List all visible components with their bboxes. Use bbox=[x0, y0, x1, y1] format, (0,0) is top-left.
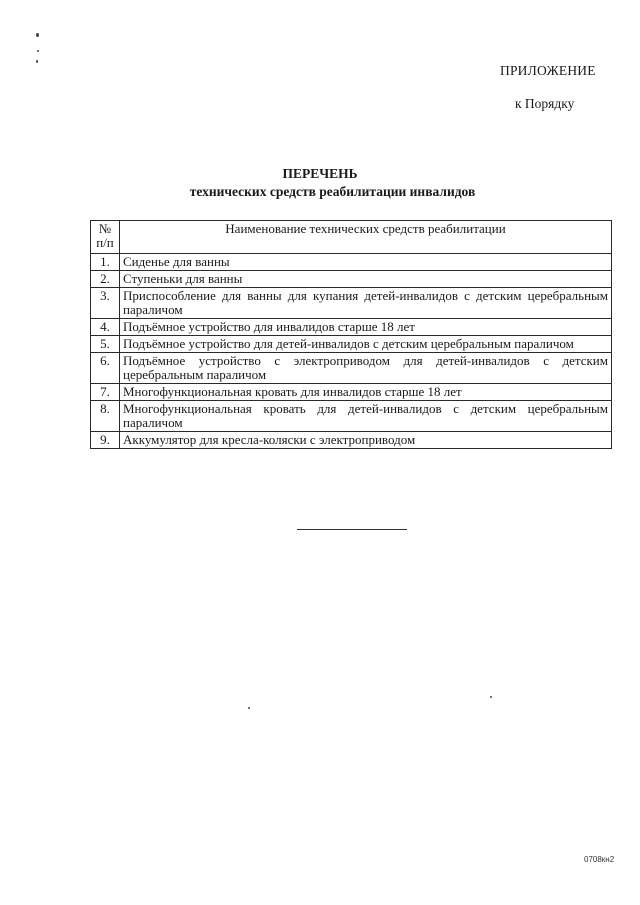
document-code: 0708кн2 bbox=[584, 855, 615, 864]
table-row bbox=[91, 336, 612, 353]
row-name: Подъёмное устройство для детей-инвалидов с детским церебральным параличом bbox=[120, 336, 612, 353]
row-number: 2. bbox=[91, 271, 120, 288]
rehabilitation-means-table bbox=[90, 220, 612, 449]
scan-speck bbox=[36, 33, 39, 37]
row-name: Приспособление для ванны для купания детей-инвалидов с детским церебральным параличом bbox=[120, 288, 612, 319]
scan-speck bbox=[37, 50, 39, 52]
table-row bbox=[91, 401, 612, 432]
document-title: ПЕРЕЧЕНЬ bbox=[282, 166, 358, 181]
table-header-row bbox=[91, 221, 612, 254]
table-row bbox=[91, 254, 612, 271]
scan-speck bbox=[490, 696, 492, 698]
row-name: Многофункциональная кровать для детей-инвалидов с детским церебральным параличом bbox=[120, 401, 612, 432]
row-name: Подъёмное устройство с электроприводом для детей-инвалидов с детским церебральным параличом bbox=[120, 353, 612, 384]
row-name: Подъёмное устройство для инвалидов старше 18 лет bbox=[120, 319, 612, 336]
appendix-title: ПРИЛОЖЕНИЕ bbox=[500, 63, 596, 78]
table-row bbox=[91, 353, 612, 384]
row-number: 1. bbox=[91, 254, 120, 271]
scan-speck bbox=[36, 60, 38, 63]
row-name: Аккумулятор для кресла-коляски с электроприводом bbox=[120, 432, 612, 449]
row-number: 3. bbox=[91, 288, 120, 319]
table-row bbox=[91, 288, 612, 319]
row-name: Ступеньки для ванны bbox=[120, 271, 612, 288]
document-subtitle: технических средств реабилитации инвалидов bbox=[189, 184, 476, 199]
scan-speck bbox=[248, 707, 250, 709]
table-row bbox=[91, 319, 612, 336]
closing-divider-line bbox=[297, 529, 407, 530]
table-row bbox=[91, 384, 612, 401]
row-number: 8. bbox=[91, 401, 120, 432]
table-row bbox=[91, 271, 612, 288]
column-header-number: № п/п bbox=[91, 221, 120, 254]
row-number: 5. bbox=[91, 336, 120, 353]
row-name: Многофункциональная кровать для инвалидов старше 18 лет bbox=[120, 384, 612, 401]
row-number: 9. bbox=[91, 432, 120, 449]
row-number: 4. bbox=[91, 319, 120, 336]
appendix-subtitle: к Порядку bbox=[515, 96, 575, 111]
row-name: Сиденье для ванны bbox=[120, 254, 612, 271]
row-number: 6. bbox=[91, 353, 120, 384]
row-number: 7. bbox=[91, 384, 120, 401]
column-header-name: Наименование технических средств реабилитации bbox=[120, 221, 612, 254]
table-row bbox=[91, 432, 612, 449]
